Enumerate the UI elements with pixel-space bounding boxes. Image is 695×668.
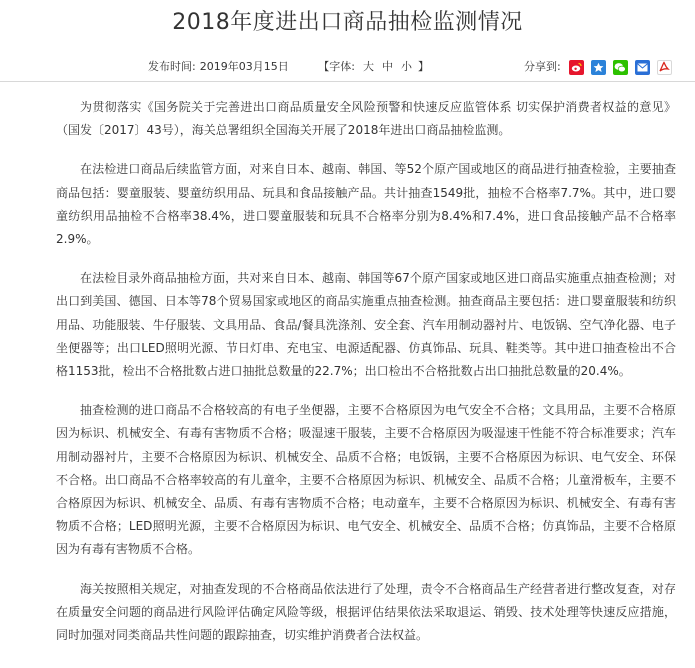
share-bar (524, 59, 679, 75)
paragraph-import-followup: 在法检进口商品后续监管方面，对来自日本、越南、韩国、等52个原产国或地区的商品进行抽查检验，主要抽查商品包括：婴童服装、婴童纺织用品、玩具和食品接触产品。共计抽查1549批，抽检不合格率7.7%。其中，进口婴童纺织用品抽检不合格率38.4%，进口婴童服装和玩具不合格率分别为8.4%和7.4%，进口食品接触产品不合格率2.9%。 (56, 162, 676, 247)
mail-icon[interactable] (635, 60, 650, 75)
paragraph-handling: 海关按照相关规定，对抽查发现的不合格商品依法进行了处理，责令不合格商品生产经营者进行整改复查，对存在质量安全问题的商品进行风险评估确定风险等级，根据评估结果依法采取退运、销毁、技术处理等快速反应措施，同时加强对同类商品共性问题的跟踪抽查，切实维护消费者合法权益。 (56, 581, 676, 643)
qzone-icon[interactable] (591, 60, 606, 75)
publish-date: 2019年03月15日 (199, 60, 289, 73)
share-label: 分享到: (524, 60, 561, 73)
wechat-icon[interactable] (613, 60, 628, 75)
font-size-large-button[interactable]: 大 (362, 60, 374, 73)
paragraph-intro: 为贯彻落实《国务院关于完善进出口商品质量安全风险预警和快速反应监管体系 切实保护消费者权益的意见》（国发〔2017〕43号），海关总署组织全国海关开展了2018年进出口商品抽检监测。 (56, 100, 676, 138)
font-size-small-button[interactable]: 小 (400, 60, 412, 73)
article-body (56, 96, 676, 663)
paragraph-unqualified-reasons: 抽查检测的进口商品不合格较高的有电子坐便器，主要不合格原因为电气安全不合格；文具用品，主要不合格原因为标识、机械安全、有毒有害物质不合格；吸湿速干服装，主要不合格原因为吸湿速干性能不符合标准要求；汽车用制动器衬片，主要不合格原因为标识、机械安全、品质不合格；电饭锅，主要不合格原因为标识、电气安全、环保不合格。出口商品不合格率较高的有儿童伞，主要不合格原因为标识、机械安全、品质不合格；儿童滑板车，主要不合格原因为标识、机械安全、品质、有毒有害物质不合格；电动童车，主要不合格原因为标识、机械安全、有毒有害物质不合格；LED照明光源，主要不合格原因为标识、电气安全、机械安全、品质不合格；仿真饰品，主要不合格原因为有毒有害物质不合格。 (56, 403, 676, 557)
article-meta (148, 59, 429, 75)
pdf-icon[interactable] (657, 60, 672, 75)
font-size-close-bracket: 】 (417, 60, 429, 73)
font-size-label: 【字体: (318, 60, 355, 73)
publish-time-label: 发布时间: (148, 60, 196, 73)
font-size-medium-button[interactable]: 中 (381, 60, 393, 73)
page-title: 2018年度进出口商品抽检监测情况 (172, 10, 523, 35)
paragraph-non-catalog: 在法检目录外商品抽检方面，共对来自日本、越南、韩国等67个原产国家或地区进口商品实施重点抽查检测；对出口到美国、德国、日本等78个贸易国家或地区的商品实施重点抽查检测。抽查商品主要包括：进口婴童服装和纺织用品、功能服装、牛仔服装、文具用品、食品/餐具洗涤剂、安全套、汽车用制动器衬片、电饭锅、空气净化器、电子坐便器等；出口LED照明光源、节日灯串、充电宝、电源适配器、仿真饰品、玩具、鞋类等。其中进口抽查检出不合格1153批，检出不合格批数占进口抽批总数量的22.7%；出口检出不合格批数占出口抽批总数量的20.4%。 (56, 271, 676, 379)
article-meta-bar (0, 52, 695, 82)
weibo-icon[interactable] (569, 60, 584, 75)
